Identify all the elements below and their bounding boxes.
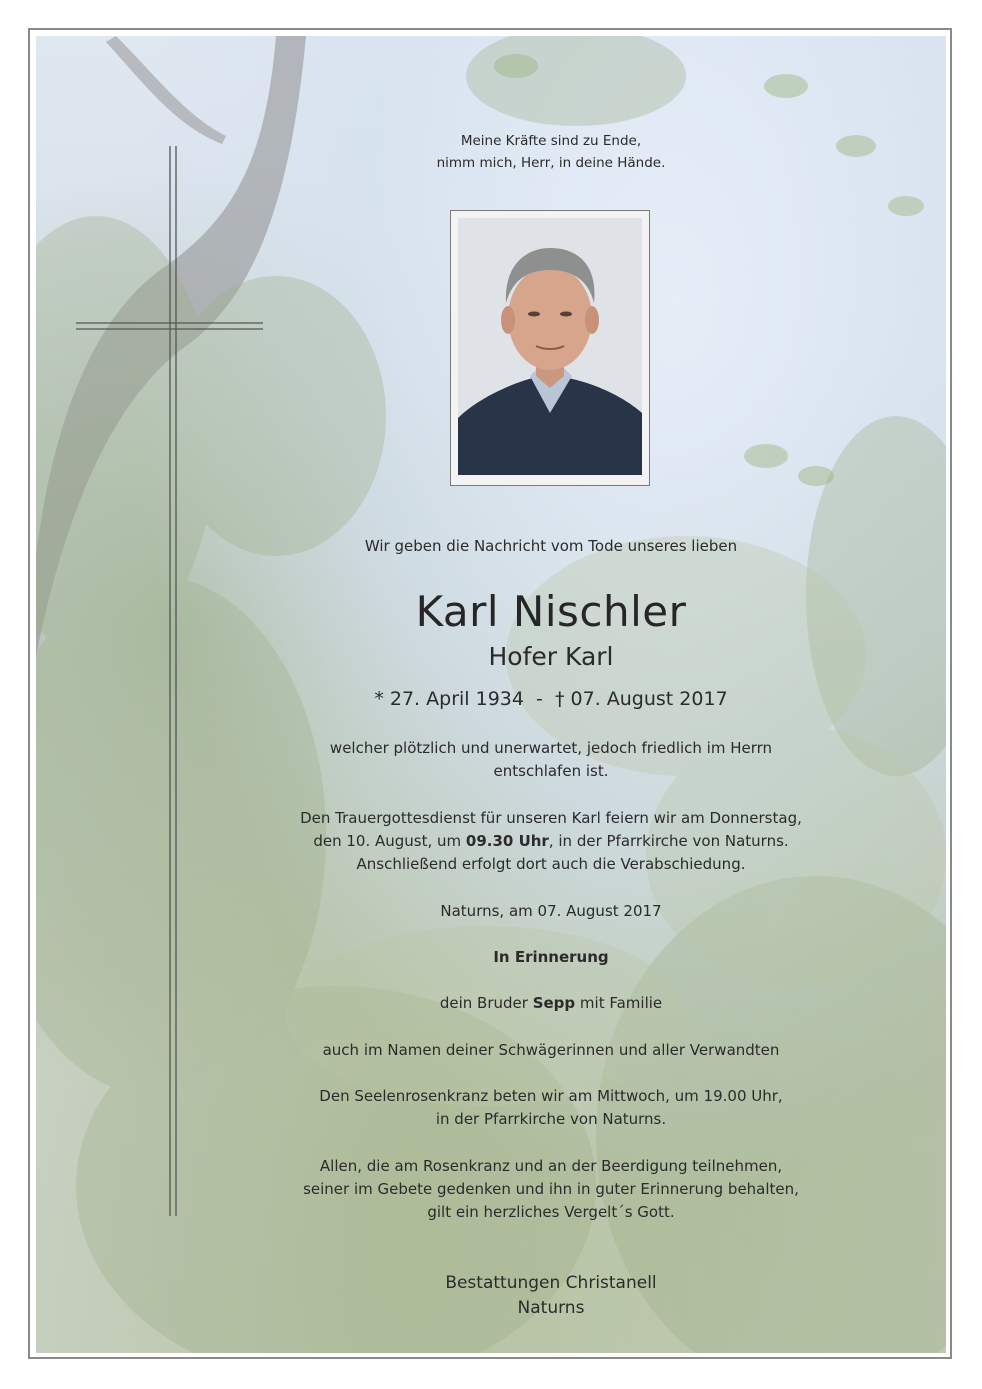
obituary-content [36,36,946,1353]
undertaker [186,1271,916,1321]
intro-text: Wir geben die Nachricht vom Tode unseres lieben [364,537,738,555]
service-line-2-pre: den 10. August, um [313,832,466,850]
family-name: Sepp [532,994,576,1012]
thanks-text [186,1155,916,1224]
relatives-line: auch im Namen deiner Schwägerinnen und aller Verwandten [322,1041,780,1059]
service-line-1: Den Trauergottesdienst für unseren Karl feiern wir am Donnerstag, [300,809,802,827]
place-date: Naturns, am 07. August 2017 [440,902,662,920]
rosary-line-2: in der Pfarrkirche von Naturns. [435,1110,667,1128]
remembrance-heading: In Erinnerung [493,948,609,966]
deceased-name: Karl Nischler [415,587,687,636]
passing-line-1: welcher plötzlich und unerwartet, jedoch friedlich im Herrn [329,739,773,757]
thanks-line-1: Allen, die am Rosenkranz und an der Beerdigung teilnehmen, [319,1157,783,1175]
portrait-photo [458,218,642,475]
family-line [186,992,916,1015]
service-time: 09.30 Uhr [465,832,549,850]
motto-line-1: Meine Kräfte sind zu Ende, [460,133,642,149]
service-line-2-post: , in der Pfarrkirche von Naturns. [548,832,789,850]
rosary-line-1: Den Seelenrosenkranz beten wir am Mittwoch, um 19.00 Uhr, [319,1087,783,1105]
motto-line-2: nimm mich, Herr, in deine Hände. [436,155,666,171]
life-dates: * 27. April 1934 - † 07. August 2017 [374,688,728,710]
family-pre: dein Bruder [439,994,533,1012]
motto [186,130,916,174]
passing-text [186,737,916,783]
thanks-line-3: gilt ein herzliches Vergelt´s Gott. [427,1203,675,1221]
service-text [186,807,916,876]
undertaker-town: Naturns [517,1298,585,1318]
service-line-3: Anschließend erfolgt dort auch die Verabschiedung. [356,855,746,873]
portrait-frame [450,210,650,486]
obituary-card [36,36,946,1353]
portrait-image [458,218,642,475]
thanks-line-2: seiner im Gebete gedenken und ihn in guter Erinnerung behalten, [303,1180,799,1198]
undertaker-name: Bestattungen Christanell [445,1273,657,1293]
deceased-nickname: Hofer Karl [488,642,614,671]
family-post: mit Familie [575,994,663,1012]
rosary-text [186,1085,916,1131]
service-line-2 [186,830,916,853]
passing-line-2: entschlafen ist. [493,762,609,780]
